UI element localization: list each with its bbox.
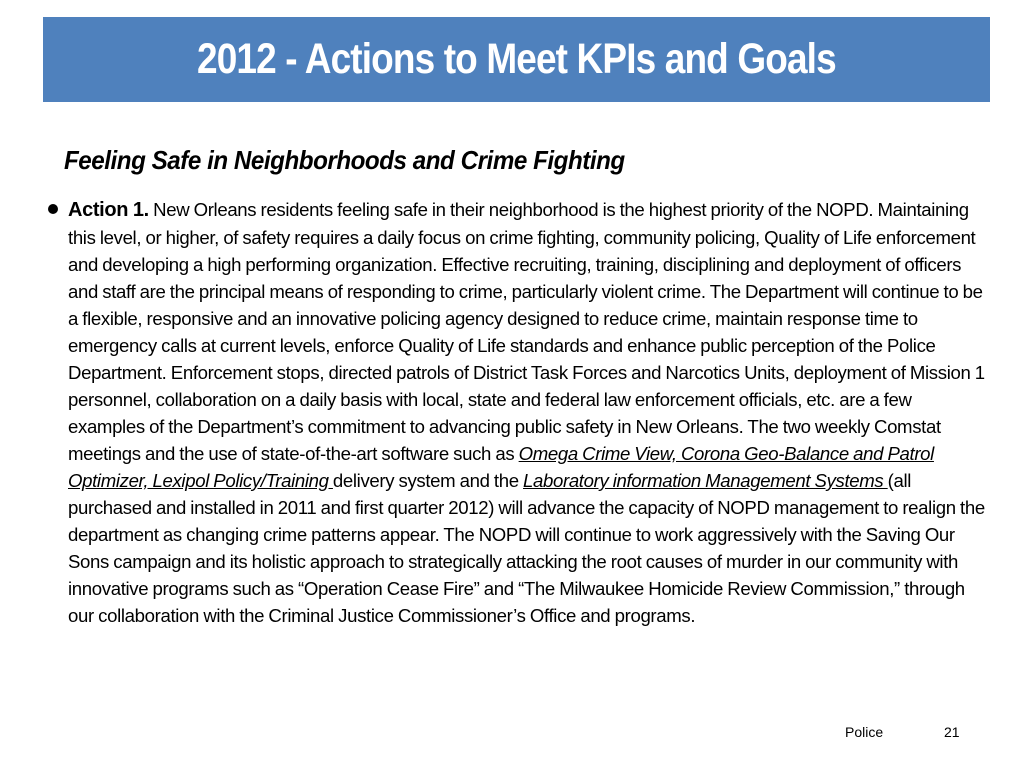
footer-label: Police	[845, 724, 884, 740]
page-number: 21	[944, 724, 960, 740]
software-list-2: Laboratory information Management Systems	[523, 470, 888, 491]
slide-title: 2012 - Actions to Meet KPIs and Goals	[197, 35, 836, 83]
action-text-1: New Orleans residents feeling safe in their neighborhood is the highest priority of the NOPD. Maintaining this level, or higher, of safety requires a daily focus on crime fighting, community policing, Quality of Life enforcement and developing a high performing organization. Effective recruiting, training, disciplining and deployment of officers and staff are the principal means of responding to crime, particularly violent crime. The Department will continue to be a flexible, responsive and an innovative policing agency designed to reduce crime, maintain response time to emergency calls at current levels, enforce Quality of Life standards and enhance public perception of the Police Department. Enforcement stops, directed patrols of District Task Forces and Narcotics Units, deployment of Mission 1 personnel, collaboration on a daily basis with local, state and federal law enforcement officials, etc. are a few examples of the Department’s commitment to advancing public safety in New Orleans. The two weekly Comstat meetings and the use of state-of-the-art software such as	[68, 199, 985, 464]
action-bullet	[45, 196, 985, 629]
action-body	[68, 196, 985, 629]
action-text-2: delivery system and the	[332, 470, 524, 491]
action-text-3: (all purchased and installed in 2011 and first quarter 2012) will advance the capacity of NOPD management to realign the department as changing crime patterns appear. The NOPD will continue to work aggressively with the Saving Our Sons campaign and its holistic approach to strategically attacking the root causes of murder in our community with innovative programs such as “Operation Cease Fire” and “The Milwaukee Homicide Review Commission,” through our collaboration with the Criminal Justice Commissioner’s Office and programs.	[68, 470, 985, 626]
bullet-icon	[48, 204, 58, 214]
section-subtitle: Feeling Safe in Neighborhoods and Crime Fighting	[64, 145, 625, 175]
title-bar	[43, 17, 990, 102]
software-list-1: Omega Crime View, Corona Geo-Balance and Patrol Optimizer, Lexipol Policy/Training	[68, 443, 934, 491]
action-label: Action 1.	[68, 199, 149, 221]
